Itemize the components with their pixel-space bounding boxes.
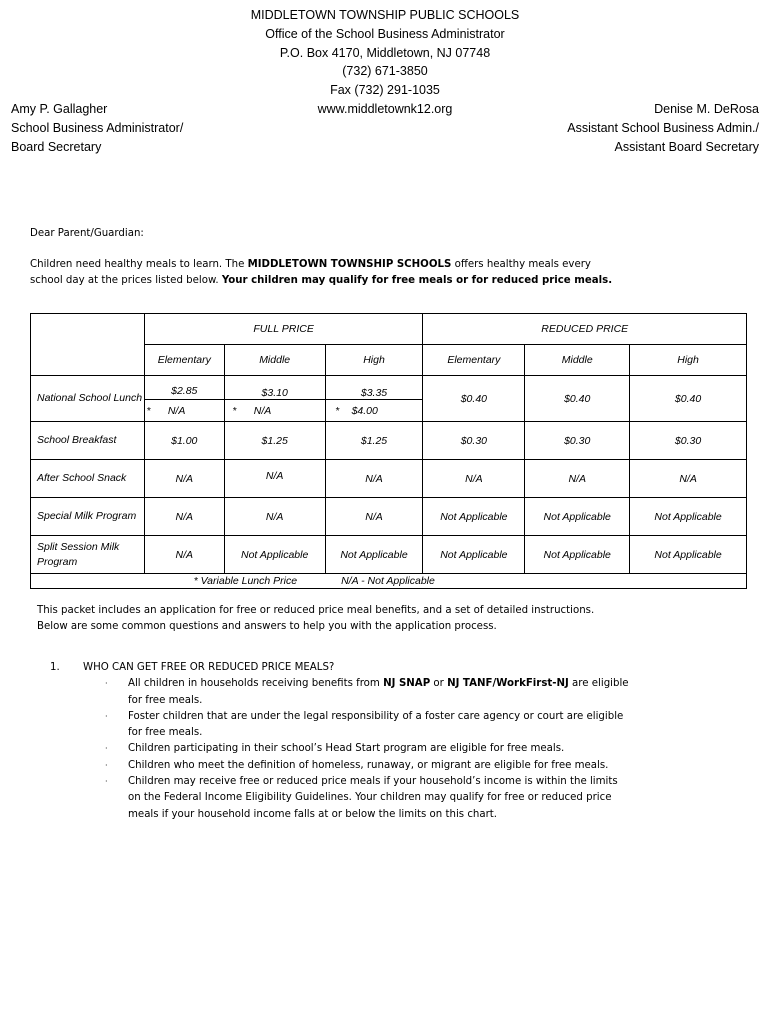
packet-line-1: This packet includes an application for free or reduced price meal benefits, and a set of detailed instructions. xyxy=(37,605,595,616)
letterhead-right xyxy=(567,100,759,157)
table-cell: N/A xyxy=(144,536,224,574)
snap-bold: NJ SNAP xyxy=(383,678,431,690)
administrator-title: School Business Administrator/ xyxy=(11,121,184,135)
table-cell: N/A xyxy=(325,498,423,536)
footnote-variable-price: * Variable Lunch Price xyxy=(193,575,298,587)
footnote-not-applicable: N/A - Not Applicable xyxy=(341,575,435,587)
fax-number: Fax (732) 291-1035 xyxy=(330,83,440,98)
table-cell: N/A xyxy=(325,460,423,498)
row-label-lunch: National School Lunch xyxy=(31,376,145,422)
letterhead-left xyxy=(11,100,183,157)
bullet-text: are eligible for free meals. xyxy=(128,678,629,706)
bullet-icon: · xyxy=(105,679,108,689)
packet-info xyxy=(37,603,657,634)
tanf-bold: NJ TANF/WorkFirst-NJ xyxy=(447,678,569,690)
eligibility-list xyxy=(105,676,630,823)
mailing-address: P.O. Box 4170, Middletown, NJ 07748 xyxy=(279,45,491,60)
intro-text-2: offers healthy meals every school day at the prices listed below. xyxy=(30,259,591,286)
bullet-icon: · xyxy=(105,711,108,721)
list-item xyxy=(105,741,630,757)
row-label-breakfast: School Breakfast xyxy=(31,422,145,460)
assistant-title: Assistant School Business Admin./ xyxy=(567,121,759,135)
level-reduced-high: High xyxy=(630,345,747,376)
table-cell: Not Applicable xyxy=(525,498,630,536)
table-cell: Not Applicable xyxy=(630,498,747,536)
table-cell: N/A xyxy=(224,498,325,536)
table-cell: Not Applicable xyxy=(423,536,525,574)
lunch-reduced-middle: $0.40 xyxy=(525,376,630,422)
phone-number: (732) 671-3850 xyxy=(342,64,428,79)
row-label-special-milk: Special Milk Program xyxy=(31,498,145,536)
list-item xyxy=(105,758,630,774)
intro-paragraph xyxy=(30,257,620,288)
level-full-high: High xyxy=(325,345,423,376)
table-cell: $0.30 xyxy=(423,422,525,460)
level-reduced-elementary: Elementary xyxy=(423,345,525,376)
intro-district-bold: MIDDLETOWN TOWNSHIP SCHOOLS xyxy=(247,259,452,270)
bullet-icon: · xyxy=(105,744,108,754)
table-corner xyxy=(31,314,145,376)
table-cell: N/A xyxy=(144,460,224,498)
packet-line-2: Below are some common questions and answers to help you with the application process. xyxy=(37,620,497,632)
list-item xyxy=(105,709,630,742)
administrator-title-2: Board Secretary xyxy=(11,140,102,154)
level-reduced-middle: Middle xyxy=(525,345,630,376)
variable-value: $4.00 xyxy=(351,404,378,417)
assistant-name: Denise M. DeRosa xyxy=(654,102,759,116)
table-cell: $0.30 xyxy=(630,422,747,460)
table-cell: Not Applicable xyxy=(423,498,525,536)
table-cell: $1.25 xyxy=(224,422,325,460)
variable-value: N/A xyxy=(253,404,272,417)
variable-value: N/A xyxy=(167,404,186,417)
table-cell: Not Applicable xyxy=(224,536,325,574)
table-cell: Not Applicable xyxy=(325,536,423,574)
section-number: 1. xyxy=(50,662,60,673)
list-item xyxy=(105,774,630,823)
reduced-price-header: REDUCED PRICE xyxy=(423,314,747,345)
table-cell: N/A xyxy=(144,498,224,536)
lunch-full-high: $3.35 xyxy=(325,376,423,400)
meal-price-table xyxy=(30,313,747,589)
section-title: WHO CAN GET FREE OR REDUCED PRICE MEALS? xyxy=(83,662,335,673)
lunch-reduced-elementary: $0.40 xyxy=(423,376,525,422)
list-item xyxy=(105,676,630,709)
table-cell: $0.30 xyxy=(525,422,630,460)
lunch-full-middle: $3.10 xyxy=(224,376,325,400)
level-full-elementary: Elementary xyxy=(144,345,224,376)
table-cell: $1.00 xyxy=(144,422,224,460)
table-cell: N/A xyxy=(630,460,747,498)
intro-qualify-bold: Your children may qualify for free meals or for reduced price meals. xyxy=(221,274,613,286)
bullet-icon: · xyxy=(105,760,108,770)
variable-marker: * xyxy=(335,404,340,417)
bullet-text: Children may receive free or reduced price meals if your household’s income is within the limits on the Federal Income Eligibility Guidelines. Your children may qualify for free or reduced price meals if your household income falls at or below the limits on this chart. xyxy=(128,776,618,820)
assistant-title-2: Assistant Board Secretary xyxy=(614,140,759,154)
bullet-text: All children in households receiving benefits from xyxy=(128,678,384,690)
level-full-middle: Middle xyxy=(224,345,325,376)
intro-text-1: Children need healthy meals to learn. The xyxy=(30,259,248,270)
bullet-icon: · xyxy=(105,777,108,787)
salutation: Dear Parent/Guardian: xyxy=(30,228,144,239)
variable-marker: * xyxy=(146,404,151,417)
district-name: MIDDLETOWN TOWNSHIP PUBLIC SCHOOLS xyxy=(250,8,520,22)
lunch-variable-elementary xyxy=(144,400,224,422)
website: www.middletownk12.org xyxy=(317,101,453,116)
administrator-name: Amy P. Gallagher xyxy=(11,102,108,116)
table-cell: $1.25 xyxy=(325,422,423,460)
table-cell: N/A xyxy=(525,460,630,498)
office-name: Office of the School Business Administrator xyxy=(265,26,505,41)
table-cell: N/A xyxy=(423,460,525,498)
lunch-variable-middle xyxy=(224,400,325,422)
bullet-text: Foster children that are under the legal responsibility of a foster care agency or court are eligible for free meals. xyxy=(128,710,624,739)
full-price-header: FULL PRICE xyxy=(144,314,423,345)
table-cell: N/A xyxy=(224,460,325,498)
lunch-variable-high xyxy=(325,400,423,422)
bullet-text: Children who meet the definition of homeless, runaway, or migrant are eligible for free meals. xyxy=(128,759,609,771)
row-label-split-milk: Split Session Milk Program xyxy=(31,536,145,574)
table-cell: Not Applicable xyxy=(630,536,747,574)
lunch-reduced-high: $0.40 xyxy=(630,376,747,422)
row-label-snack: After School Snack xyxy=(31,460,145,498)
table-cell: Not Applicable xyxy=(525,536,630,574)
bullet-text: or xyxy=(430,678,448,690)
variable-marker: * xyxy=(232,404,237,417)
lunch-full-elementary: $2.85 xyxy=(144,376,224,400)
bullet-text: Children participating in their school’s Head Start program are eligible for free meals. xyxy=(128,743,565,755)
